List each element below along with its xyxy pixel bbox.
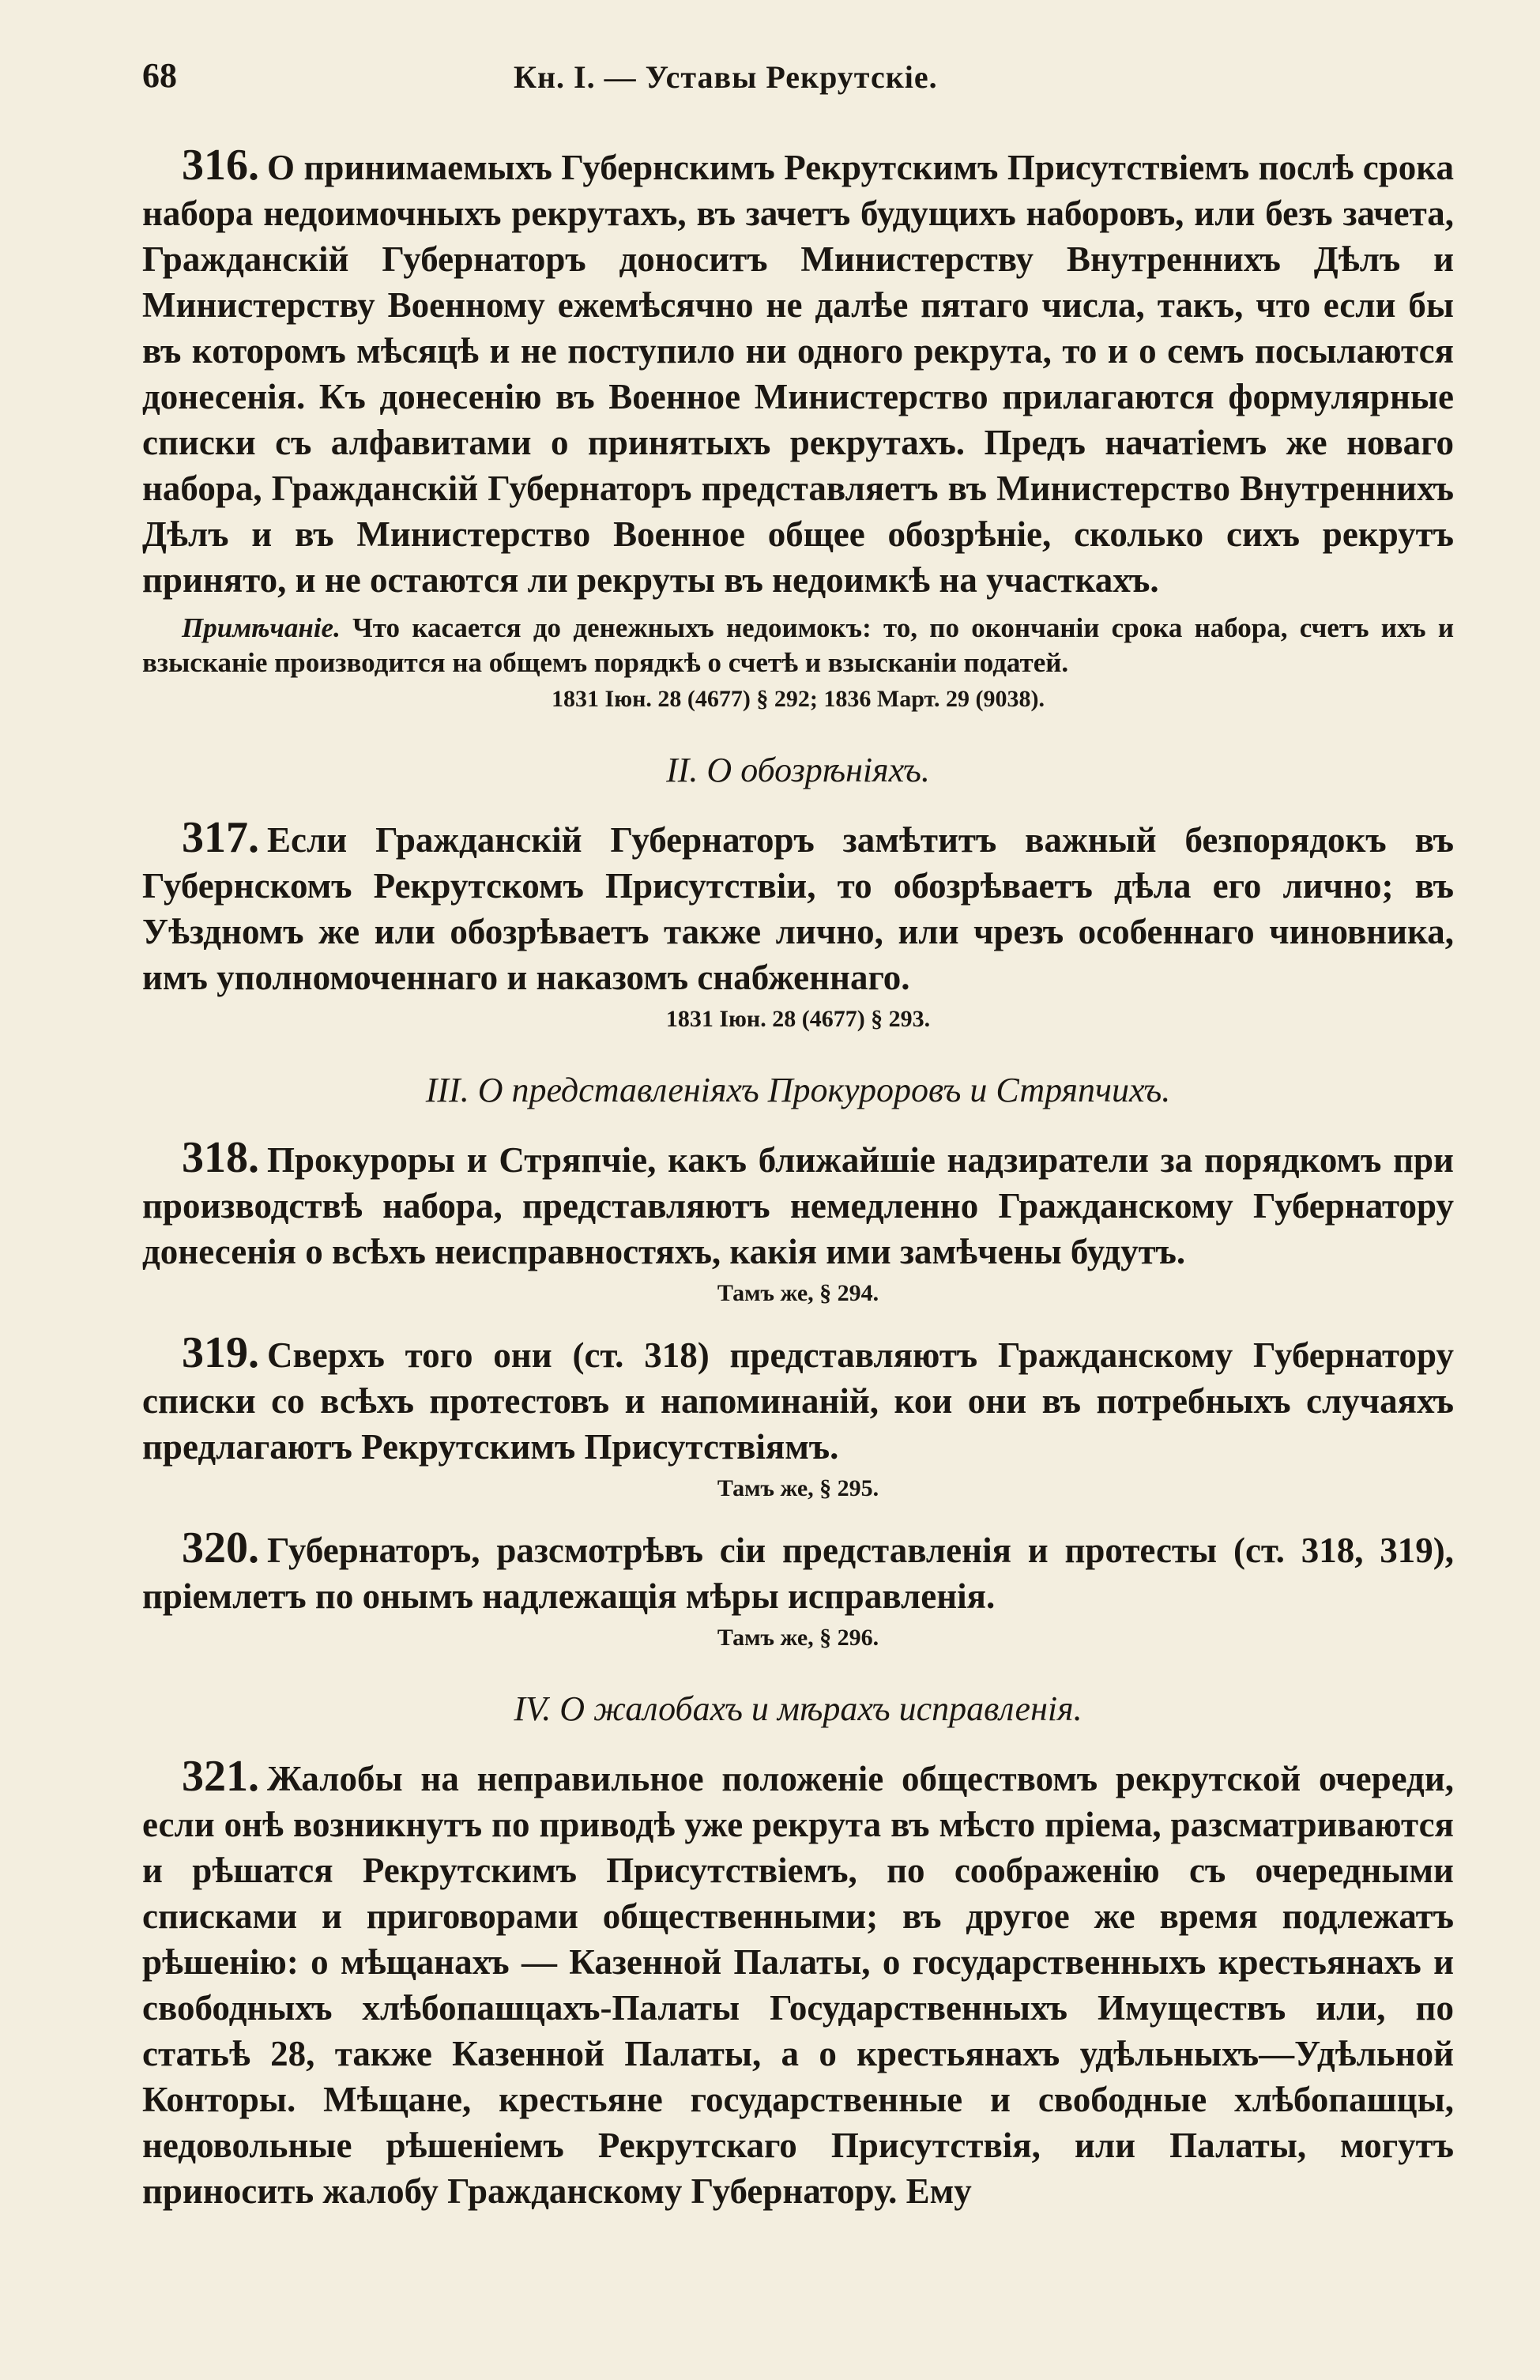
section-heading-2: II. О обозрѣніяхъ. (666, 751, 930, 789)
article-321 (142, 1753, 1454, 2214)
article-321-text (142, 1753, 1454, 2214)
article-number: 319. (182, 1328, 259, 1377)
article-320-citation: Тамъ же, § 296. (717, 1625, 879, 1651)
section-heading-4: IV. О жалобахъ и мѣрахъ исправленія. (514, 1689, 1083, 1728)
article-body: Если Гражданскій Губернаторъ замѣтитъ важный безпорядокъ въ Губернскомъ Рекрутскомъ Присутствіи, то обозрѣваетъ дѣла его лично; въ Уѣздномъ же или обозрѣваетъ также лично, или чрезъ особеннаго чиновника, имъ уполномоченнаго и наказомъ снабженнаго. (142, 820, 1454, 997)
article-317-citation: 1831 Іюн. 28 (4677) § 293. (665, 1006, 931, 1032)
article-319 (142, 1330, 1454, 1504)
article-body: О принимаемыхъ Губернскимъ Рекрутскимъ Присутствіемъ послѣ срока набора недоимочныхъ рекрутахъ, въ зачетъ будущихъ наборовъ, или безъ зачета, Гражданскій Губернаторъ доноситъ Министерству Внутреннихъ Дѣлъ и Министерству Военному ежемѣсячно не далѣе пятаго числа, такъ, что если бы въ которомъ мѣсяцѣ и не поступило ни одного рекрута, то и о семъ посылаются донесенія. Къ донесенію въ Военное Министерство прилагаются формулярные списки съ алфавитами о принятыхъ рекрутахъ. Предъ начатіемъ же новаго набора, Гражданскій Губернаторъ представляетъ въ Министерство Внутреннихъ Дѣлъ и въ Министерство Военное общее обозрѣніе, сколько сихъ рекрутъ принято, и не остаются ли рекруты въ недоимкѣ на участкахъ. (142, 148, 1454, 600)
article-317-text (142, 815, 1454, 1000)
article-319-citation: Тамъ же, § 295. (717, 1475, 879, 1501)
article-number: 317. (182, 813, 259, 862)
book-page (142, 47, 1454, 2339)
article-number: 320. (182, 1523, 259, 1572)
article-number: 321. (182, 1752, 259, 1801)
article-318-citation: Тамъ же, § 294. (717, 1280, 879, 1306)
article-body: Прокуроры и Стряпчіе, какъ ближайшіе надзиратели за порядкомъ при производствѣ набора, представляютъ немедленно Гражданскому Губернатору донесенія о всѣхъ неисправностяхъ, какія ими замѣчены будутъ. (142, 1140, 1454, 1271)
article-316-citation: 1831 Іюн. 28 (4677) § 292; 1836 Март. 29 (9038). (552, 686, 1045, 712)
article-318 (142, 1135, 1454, 1309)
section-heading-3: III. О представленіяхъ Прокуроровъ и Стряпчихъ. (425, 1071, 1171, 1109)
page-header (142, 47, 1454, 111)
article-body: Губернаторъ, разсмотрѣвъ сіи представленія и протесты (ст. 318, 319), пріемлетъ по онымъ надлежащія мѣры исправленія. (142, 1531, 1454, 1616)
article-319-text (142, 1330, 1454, 1470)
article-body: Жалобы на неправильное положеніе обществомъ рекрутской очереди, если онѣ возникнутъ по приводѣ уже рекрута въ мѣсто пріема, разсматриваются и рѣшатся Рекрутскимъ Присутствіемъ, по соображенію съ очередными списками и приговорами общественными; въ другое же время подлежатъ рѣшенію: о мѣщанахъ — Казенной Палаты, о государственныхъ крестьянахъ и свободныхъ хлѣбопашцахъ-Палаты Государственныхъ Имуществъ или, по статьѣ 28, также Казенной Палаты, а о крестьянахъ удѣльныхъ—Удѣльной Конторы. Мѣщане, крестьяне государственные и свободные хлѣбопашцы, недовольные рѣшеніемъ Рекрутскаго Присутствія, или Палаты, могутъ приносить жалобу Гражданскому Губернатору. Ему (142, 1759, 1454, 2211)
article-316-text (142, 142, 1454, 603)
article-316-note (142, 611, 1454, 680)
note-label: Примѣчаніе. (182, 612, 341, 643)
article-number: 318. (182, 1133, 259, 1182)
page-body (142, 142, 1454, 2214)
article-body: Сверхъ того они (ст. 318) представляютъ Гражданскому Губернатору списки со всѣхъ протестовъ и напоминаній, кои они въ потребныхъ случаяхъ предлагаютъ Рекрутскимъ Присутствіямъ. (142, 1335, 1454, 1467)
article-320-text (142, 1525, 1454, 1619)
page-number: 68 (142, 56, 177, 95)
article-320 (142, 1525, 1454, 1654)
article-316 (142, 142, 1454, 715)
article-317 (142, 815, 1454, 1035)
article-number: 316. (182, 141, 259, 190)
article-318-text (142, 1135, 1454, 1275)
note-text: Что касается до денежныхъ недоимокъ: то, по окончаніи срока набора, счетъ ихъ и взысканіе производится на общемъ порядкѣ о счетѣ и взысканіи податей. (142, 612, 1454, 678)
running-title: Кн. I. — Уставы Рекрутскіе. (514, 59, 938, 95)
